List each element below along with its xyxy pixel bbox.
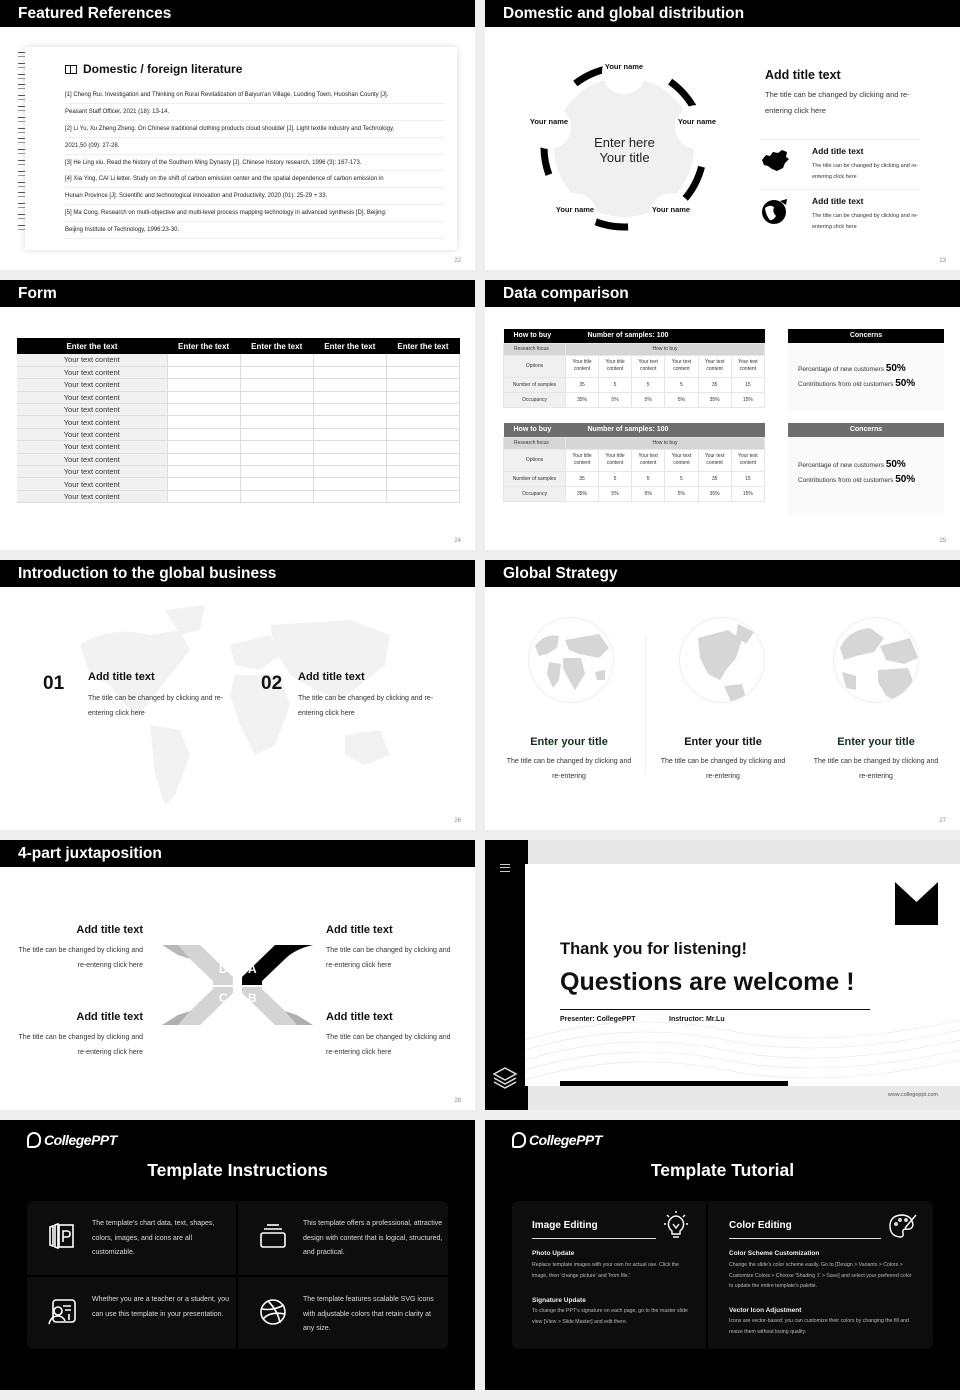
layers-icon — [492, 1065, 518, 1091]
tutorial-column — [512, 1201, 712, 1349]
slide-distribution[interactable] — [485, 0, 960, 270]
cycle-node: Your name — [553, 193, 597, 237]
row-label: Research focus — [504, 437, 566, 449]
table-cell: Your title content — [599, 355, 632, 377]
table-cell[interactable] — [167, 391, 240, 403]
section-text: To change the PPT's signature on each page, go to the master slide view [View > Slide Master] and edit there. — [532, 1308, 688, 1325]
item-desc: The title can be changed by clicking and re-entering click here — [298, 695, 434, 717]
table-header-row — [17, 338, 460, 354]
concern-label: Percentage of new customers — [798, 462, 884, 469]
table-row — [504, 377, 765, 392]
table-cell: How to buy — [566, 343, 765, 355]
row-label: Your text content — [17, 490, 167, 502]
table-cell[interactable] — [313, 416, 386, 428]
table-cell[interactable] — [386, 478, 459, 490]
concern-value: 50% — [885, 459, 906, 470]
slide-title: Form — [0, 280, 475, 307]
section-text: Icons are vector-based; you can customize their colors by changing the fill and resize them without losing quality. — [729, 1318, 909, 1335]
table-cell[interactable] — [167, 354, 240, 366]
concern-value: 50% — [895, 474, 916, 485]
cycle-node: Your name — [602, 50, 646, 94]
slide-featured-references[interactable] — [0, 0, 475, 270]
table-row — [504, 449, 765, 471]
table-cell: 5 — [665, 377, 698, 392]
table-row — [504, 486, 765, 501]
table-row — [17, 354, 460, 366]
row-label: Your text content — [17, 428, 167, 440]
brand-logo — [27, 1132, 117, 1148]
table-cell[interactable] — [386, 404, 459, 416]
table-cell: 35 — [698, 471, 731, 486]
references-card — [25, 47, 457, 250]
item-title: Add title text — [88, 671, 155, 683]
table-cell: 5 — [632, 471, 665, 486]
table-cell[interactable] — [240, 404, 313, 416]
item-desc-d: The title can be changed by clicking and re-entering click here — [18, 947, 143, 969]
table-cell[interactable] — [386, 391, 459, 403]
table-cell: How to buy — [566, 437, 765, 449]
page-number: 25 — [939, 538, 946, 544]
reference-line: [5] Ma Cong. Research on multi-objective and multi-level process mapping technology in advanced synthesis [D]. Beijing: — [65, 205, 445, 222]
table-cell: Your text content — [665, 449, 698, 471]
summary-title: Add title text — [765, 68, 841, 82]
table-cell[interactable] — [386, 466, 459, 478]
table-cell: 35% — [566, 486, 599, 501]
layers-box-icon — [258, 1221, 288, 1251]
table-row — [504, 343, 765, 355]
column-header: Enter the text — [17, 338, 167, 354]
slide-global-business[interactable] — [0, 560, 475, 830]
table-cell[interactable] — [313, 404, 386, 416]
concern-value: 50% — [885, 363, 906, 374]
section-text: Replace template images with your own for actual use. Click the image, then 'change picture' and 'from file.' — [532, 1262, 680, 1279]
table-cell: 35 — [698, 377, 731, 392]
table-cell[interactable] — [386, 441, 459, 453]
globe-icon — [679, 617, 765, 703]
table-cell: 5 — [632, 377, 665, 392]
section-title: Signature Update — [532, 1297, 586, 1304]
row-label: Options — [504, 449, 566, 471]
table-cell[interactable] — [240, 391, 313, 403]
table-cell: 5% — [632, 392, 665, 407]
slide-title: Template Instructions — [147, 1160, 328, 1180]
table-cell[interactable] — [167, 379, 240, 391]
center-line-1: Enter here — [594, 135, 655, 150]
row-label: Your text content — [17, 366, 167, 378]
item-title-b: Add title text — [326, 1011, 393, 1023]
instruction-text: This template offers a professional, attractive design with content that is logical, structured, and practical. — [303, 1220, 443, 1256]
table-cell: Your title content — [566, 449, 599, 471]
concerns-header: Concerns — [788, 423, 944, 437]
instruction-text: The template's chart data, text, shapes, colors, images, and icons are all customizable. — [92, 1220, 215, 1256]
column-header: Enter the text — [313, 338, 386, 354]
item-title: Enter your title — [684, 736, 762, 748]
table-cell[interactable] — [313, 428, 386, 440]
header-right: Number of samples: 100 — [566, 329, 765, 343]
table-row — [504, 437, 765, 449]
table-cell[interactable] — [167, 404, 240, 416]
table-cell[interactable] — [167, 366, 240, 378]
table-cell[interactable] — [240, 366, 313, 378]
table-cell: Your text content — [731, 449, 764, 471]
row-label: Research focus — [504, 343, 566, 355]
summary-desc: The title can be changed by clicking and re-entering click here — [765, 90, 910, 115]
table-cell[interactable] — [167, 466, 240, 478]
teacher-icon — [47, 1297, 77, 1327]
item-number: 02 — [261, 673, 283, 694]
table-cell[interactable] — [313, 379, 386, 391]
table-cell[interactable] — [313, 366, 386, 378]
slide-title: Featured References — [0, 0, 475, 27]
distribution-item — [760, 139, 920, 189]
table-cell: 35% — [566, 392, 599, 407]
table-cell[interactable] — [386, 453, 459, 465]
table-cell: 5% — [665, 392, 698, 407]
instruction-text: The template features scalable SVG icons with adjustable colors that retain clarity at any size. — [303, 1296, 434, 1332]
table-row — [17, 416, 460, 428]
section-title: Color Scheme Customization — [729, 1250, 820, 1257]
table-cell: Your title content — [566, 355, 599, 377]
table-row — [17, 478, 460, 490]
globe-icon — [528, 617, 614, 703]
table-cell: 15 — [731, 377, 764, 392]
item-title-c: Add title text — [76, 1011, 143, 1023]
table-cell: Your text content — [731, 355, 764, 377]
item-desc: The title can be changed by clicking and re-entering — [813, 758, 939, 780]
row-label: Occupancy — [504, 486, 566, 501]
collegeppt-logo-icon — [27, 1132, 41, 1148]
comparison-table — [503, 423, 765, 502]
table-cell[interactable] — [240, 490, 313, 502]
table-header-row — [504, 423, 765, 437]
references-heading — [65, 62, 242, 76]
item-desc-b: The title can be changed by clicking and re-entering click here — [326, 1034, 451, 1056]
four-arrows-diagram-icon — [160, 943, 315, 1027]
dribbble-ball-icon — [258, 1297, 288, 1327]
table-cell[interactable] — [386, 354, 459, 366]
reference-line: [1] Cheng Rui. Investigation and Thinking on Rural Revitalization of Baiyun'an Village, Luoding Town, Huoshan County [J]. — [65, 87, 445, 104]
distribution-summary — [765, 68, 925, 119]
table-cell: Your text content — [632, 449, 665, 471]
row-label: Your text content — [17, 478, 167, 490]
concern-line — [788, 474, 944, 485]
column-header: Enter the text — [167, 338, 240, 354]
concern-label: Percentage of new customers — [798, 366, 884, 373]
instruction-cell — [238, 1277, 446, 1350]
row-label: Options — [504, 355, 566, 377]
table-row — [17, 366, 460, 378]
logo-text: CollegePPT — [529, 1132, 602, 1148]
row-label: Your text content — [17, 416, 167, 428]
table-cell[interactable] — [167, 453, 240, 465]
brand-logo — [512, 1132, 602, 1148]
table-cell[interactable] — [313, 391, 386, 403]
slide-juxtaposition[interactable] — [0, 840, 475, 1110]
item-desc-a: The title can be changed by clicking and re-entering click here — [326, 947, 451, 969]
table-cell[interactable] — [386, 366, 459, 378]
table-cell: Your text content — [698, 355, 731, 377]
tutorial-panel — [512, 1201, 933, 1349]
reference-line: Beijing Institute of Technology, 1996:23-30. — [65, 222, 445, 239]
slide-title: Data comparison — [485, 280, 960, 307]
concern-line — [788, 459, 944, 470]
reference-line: [4] Xia Ying, CAI Li letter. Study on the shift of carbon emission center and the spatial dependence of carbon emission in — [65, 171, 445, 188]
quadrant-label-a: A — [248, 962, 257, 976]
table-cell: 15% — [731, 486, 764, 501]
concern-label: Contributions from old customers — [798, 381, 894, 388]
table-row — [17, 379, 460, 391]
concern-line — [788, 363, 944, 374]
slide-title: Introduction to the global business — [0, 560, 475, 587]
concerns-card — [788, 329, 944, 411]
item-desc: The title can be changed by clicking and re-entering click here — [812, 213, 919, 230]
table-cell[interactable] — [240, 441, 313, 453]
table-cell: 5% — [665, 486, 698, 501]
table-row — [17, 391, 460, 403]
table-cell: 35 — [566, 471, 599, 486]
item-desc-c: The title can be changed by clicking and re-entering click here — [18, 1034, 143, 1056]
cycle-node: Your name — [675, 105, 719, 149]
reference-line: [3] He Ling xiu. Read the history of the Southern Ming Dynasty [J]. Chinese history research, 1996 (3): 167-173. — [65, 155, 445, 172]
divider — [645, 635, 646, 775]
item-title: Add title text — [298, 671, 365, 683]
distribution-item — [760, 189, 920, 239]
table-cell[interactable] — [167, 478, 240, 490]
table-cell: Your text content — [632, 355, 665, 377]
table-cell[interactable] — [167, 441, 240, 453]
center-line-2: Your title — [599, 150, 650, 165]
table-cell[interactable] — [240, 379, 313, 391]
reference-line: Hunan Province [J]. Scientific and technological innovation and Productivity, 2020 (01): 25-29 + 33. — [65, 188, 445, 205]
table-row — [504, 355, 765, 377]
reference-line: Peasant Staff Officer, 2021 (18): 13-14. — [65, 104, 445, 121]
form-table — [17, 338, 460, 503]
progress-bar — [560, 1081, 788, 1086]
lightbulb-icon — [661, 1211, 691, 1241]
item-number: 01 — [43, 673, 65, 694]
row-label: Your text content — [17, 379, 167, 391]
item-title-a: Add title text — [326, 924, 393, 936]
concern-label: Contributions from old customers — [798, 477, 894, 484]
section-title: Vector Icon Adjustment — [729, 1307, 802, 1314]
table-cell[interactable] — [240, 466, 313, 478]
globe-icon — [760, 196, 790, 226]
item-title: Add title text — [812, 196, 864, 206]
table-cell: Your title content — [599, 449, 632, 471]
row-label: Your text content — [17, 466, 167, 478]
row-label: Your text content — [17, 404, 167, 416]
reference-line: 2021,50 (09): 27-28. — [65, 138, 445, 155]
slide-title: Global Strategy — [485, 560, 960, 587]
wave-mesh-background-icon — [525, 1000, 960, 1086]
table-cell: Your text content — [698, 449, 731, 471]
header-right: Number of samples: 100 — [566, 423, 765, 437]
row-label: Your text content — [17, 453, 167, 465]
slide-template-tutorial[interactable] — [485, 1120, 960, 1390]
header-left: How to buy — [504, 329, 566, 343]
table-cell[interactable] — [386, 416, 459, 428]
comparison-table — [503, 329, 765, 408]
table-row — [504, 471, 765, 486]
table-cell: 5% — [599, 486, 632, 501]
slide-title: 4-part juxtaposition — [0, 840, 475, 867]
slide-data-comparison[interactable] — [485, 280, 960, 550]
instructions-panel — [27, 1201, 448, 1349]
item-desc: The title can be changed by clicking and re-entering — [660, 758, 786, 780]
column-header: Enter the text — [240, 338, 313, 354]
table-cell: 15 — [731, 471, 764, 486]
logo-text: CollegePPT — [44, 1132, 117, 1148]
table-cell: Your text content — [665, 355, 698, 377]
china-map-icon — [760, 146, 790, 176]
tutorial-column — [709, 1201, 912, 1349]
page-number: 26 — [454, 818, 461, 824]
table-cell: 5 — [599, 471, 632, 486]
cycle-node: Your name — [649, 193, 693, 237]
slide-template-instructions[interactable] — [0, 1120, 475, 1390]
instructor-label: Instructor: Mr.Lu — [669, 1016, 725, 1023]
presenter-label: Presenter: CollegePPT — [560, 1016, 636, 1023]
table-cell[interactable] — [167, 416, 240, 428]
table-header-row — [504, 329, 765, 343]
table-cell[interactable] — [167, 490, 240, 502]
table-cell[interactable] — [313, 441, 386, 453]
table-row — [17, 404, 460, 416]
row-label: Number of samples — [504, 471, 566, 486]
table-row — [17, 466, 460, 478]
page-number: 27 — [939, 818, 946, 824]
m-logo-icon — [895, 882, 938, 925]
header-left: How to buy — [504, 423, 566, 437]
table-cell: 35% — [698, 486, 731, 501]
row-label: Your text content — [17, 354, 167, 366]
table-cell: 5 — [599, 377, 632, 392]
cycle-node: Your name — [527, 105, 571, 149]
concerns-header: Concerns — [788, 329, 944, 343]
powerpoint-icon — [47, 1221, 77, 1251]
questions-heading: Questions are welcome ! — [560, 968, 855, 996]
quadrant-label-b: B — [248, 991, 257, 1005]
row-label: Number of samples — [504, 377, 566, 392]
table-row — [17, 453, 460, 465]
table-cell[interactable] — [386, 379, 459, 391]
table-row — [17, 490, 460, 502]
references-heading-text: Domestic / foreign literature — [83, 62, 243, 76]
table-row — [504, 392, 765, 407]
table-cell: 15% — [731, 392, 764, 407]
table-row — [17, 428, 460, 440]
instruction-cell — [238, 1201, 446, 1274]
table-cell[interactable] — [313, 354, 386, 366]
reference-line: [2] Li Yu, Xu Zheng Zheng. On Chinese traditional clothing products cloud shoulder [J]. Light textile industry and Technology, — [65, 121, 445, 138]
section-text: Change the slide's color scheme easily. Go to [Design > Variants > Colors > Customize Colors > Choose 'Shading 1' > Save] and select your preferred color to update the entire template's palette. — [729, 1262, 912, 1289]
slide-global-strategy[interactable] — [485, 560, 960, 830]
slide-title: Template Tutorial — [650, 1160, 795, 1180]
item-title: Enter your title — [530, 736, 608, 748]
table-row — [17, 441, 460, 453]
table-cell[interactable] — [240, 354, 313, 366]
table-cell[interactable] — [240, 453, 313, 465]
item-desc: The title can be changed by clicking and re-entering click here — [88, 695, 224, 717]
slide-title: Domestic and global distribution — [485, 0, 960, 27]
page-number: 22 — [454, 258, 461, 264]
item-title: Enter your title — [837, 736, 915, 748]
website-url[interactable]: www.collegeppt.com — [887, 1092, 938, 1098]
divider — [729, 1238, 881, 1239]
slide-form[interactable] — [0, 280, 475, 550]
item-title: Add title text — [812, 146, 864, 156]
table-cell[interactable] — [386, 428, 459, 440]
page-number: 23 — [939, 258, 946, 264]
table-cell[interactable] — [386, 490, 459, 502]
table-cell[interactable] — [313, 466, 386, 478]
cycle-diagram — [529, 55, 717, 240]
column-heading: Image Editing — [532, 1220, 598, 1231]
column-header: Enter the text — [386, 338, 459, 354]
instruction-cell — [27, 1277, 235, 1350]
table-cell[interactable] — [313, 478, 386, 490]
concern-value: 50% — [895, 378, 916, 389]
quadrant-label-c: C — [219, 991, 228, 1005]
table-cell: 5% — [632, 486, 665, 501]
table-cell: 35 — [566, 377, 599, 392]
divider — [560, 1009, 870, 1010]
collegeppt-logo-icon — [512, 1132, 526, 1148]
table-cell[interactable] — [240, 478, 313, 490]
section-title: Photo Update — [532, 1250, 575, 1257]
table-cell: 5 — [665, 471, 698, 486]
thank-you-heading: Thank you for listening! — [560, 940, 748, 958]
quadrant-label-d: D — [219, 962, 228, 976]
table-cell: 35% — [698, 392, 731, 407]
page-number: 24 — [454, 538, 461, 544]
item-desc: The title can be changed by clicking and re-entering click here — [812, 163, 919, 180]
column-heading: Color Editing — [729, 1220, 792, 1231]
concern-line — [788, 378, 944, 389]
concerns-card — [788, 423, 944, 516]
menu-icon[interactable] — [500, 864, 510, 872]
item-title-d: Add title text — [76, 924, 143, 936]
palette-icon — [887, 1211, 917, 1241]
instruction-text: Whether you are a teacher or a student, you can use this template in your presentation. — [92, 1296, 229, 1318]
page-number: 28 — [454, 1098, 461, 1104]
table-cell: 5% — [599, 392, 632, 407]
row-label: Your text content — [17, 441, 167, 453]
row-label: Occupancy — [504, 392, 566, 407]
item-desc: The title can be changed by clicking and re-entering — [506, 758, 632, 780]
slide-thank-you[interactable] — [485, 840, 960, 1110]
table-cell[interactable] — [167, 428, 240, 440]
divider — [532, 1238, 656, 1239]
globe-icon — [833, 617, 919, 703]
instruction-cell — [27, 1201, 235, 1274]
reference-list — [65, 87, 445, 239]
row-label: Your text content — [17, 391, 167, 403]
table-cell[interactable] — [240, 416, 313, 428]
table-cell[interactable] — [240, 428, 313, 440]
book-icon — [65, 65, 77, 74]
table-cell[interactable] — [313, 490, 386, 502]
table-cell[interactable] — [313, 453, 386, 465]
